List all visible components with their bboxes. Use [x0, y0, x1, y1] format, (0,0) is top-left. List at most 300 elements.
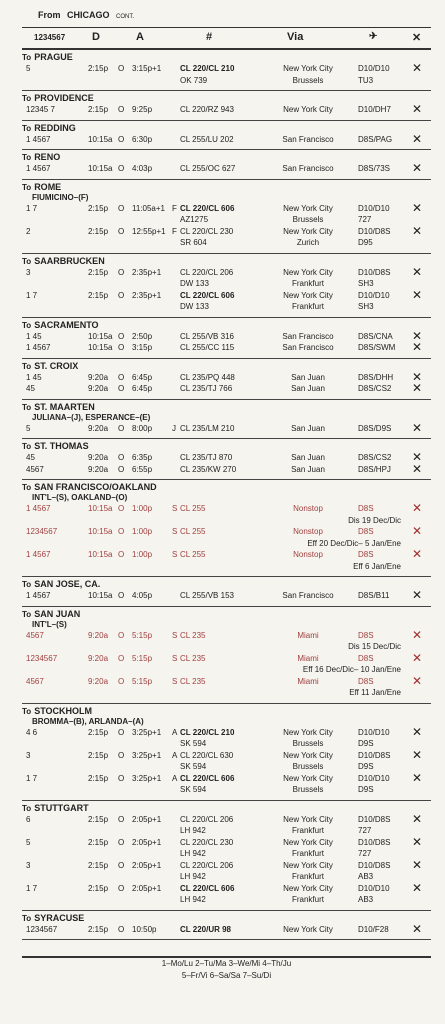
meal-x-icon: ✕	[412, 880, 423, 895]
departure-airport-code: O	[118, 331, 125, 341]
equipment-code: D8S/PAG	[358, 134, 393, 144]
meal-x-icon: ✕	[412, 369, 423, 384]
departure-time: 9:20a	[88, 453, 109, 462]
flight-number: DW 133	[180, 302, 209, 311]
meal-x-icon: ✕	[412, 811, 423, 826]
flight-row	[22, 301, 431, 313]
arrival-time: 10:50p	[132, 924, 157, 934]
flight-number: CL 235/TJ 870	[180, 453, 233, 462]
departure-airport-code: O	[118, 226, 125, 236]
flight-number: OK 739	[180, 75, 208, 85]
arrival-airport-code: S	[172, 630, 178, 640]
connection-city: Nonstop	[293, 550, 323, 559]
connection-city: San Francisco	[282, 164, 334, 173]
departure-airport-code: O	[118, 453, 125, 462]
flight-row	[22, 214, 431, 226]
flight-number: CL 220/CL 630	[180, 750, 234, 760]
departure-time: 10:15a	[88, 591, 113, 600]
flight-number: CL 220/CL 606	[180, 290, 235, 300]
destination-section	[22, 400, 431, 440]
meal-x-icon: ✕	[412, 161, 423, 175]
flight-row	[22, 163, 431, 175]
flight-number: DW 133	[180, 279, 209, 288]
connection-city: San Francisco	[282, 591, 334, 600]
destination-title	[22, 152, 431, 163]
departure-time: 2:15p	[88, 860, 109, 870]
equipment-code: D10/D8S	[358, 226, 391, 236]
days-of-operation: 1 4567	[26, 343, 51, 352]
departure-airport-code: O	[118, 343, 125, 352]
col-depart: D	[92, 31, 100, 43]
arrival-time: 6:35p	[132, 453, 153, 462]
connection-city: Frankfurt	[291, 826, 324, 835]
connection-city: New York City	[283, 226, 333, 236]
departure-time: 10:15a	[88, 527, 113, 536]
equipment-code: D8S/B11	[358, 591, 390, 600]
legend-line-1: 1–Mo/Lu 2–Tu/Ma 3–We/Mi 4–Th/Ju	[161, 959, 292, 968]
arrival-time: 6:30p	[132, 134, 153, 144]
to-label: To	[22, 153, 32, 162]
destination-name: SAN FRANCISCO/OAKLAND	[34, 482, 157, 492]
flight-number: CL 255/OC 627	[180, 164, 236, 173]
destination-title	[22, 361, 431, 372]
departure-airport-code: O	[118, 384, 125, 393]
arrival-time: 2:05p+1	[132, 837, 162, 847]
flight-row	[22, 871, 431, 883]
departure-airport-code: O	[118, 676, 125, 686]
flight-row	[22, 650, 431, 665]
departure-airport-code: O	[118, 653, 125, 663]
connection-city: New York City	[283, 750, 333, 760]
flight-row	[22, 420, 431, 435]
arrival-airport-code: A	[172, 750, 178, 760]
effective-date-note: Dis 19 Dec/Dic	[348, 515, 401, 525]
flight-row	[22, 104, 431, 116]
to-label: To	[22, 320, 32, 330]
flight-number: CL 220/CL 606	[180, 883, 235, 893]
flight-row	[22, 724, 431, 739]
equipment-code: D10/D10	[358, 773, 390, 783]
equipment-code: D8S/DHH	[358, 372, 394, 382]
departure-airport-code: O	[118, 134, 125, 144]
meal-x-icon: ✕	[412, 381, 423, 395]
days-of-operation: 1234567	[26, 924, 58, 934]
days-of-operation: 1234567	[26, 653, 58, 663]
destination-title	[22, 182, 431, 193]
equipment-code: D8S/CS2	[358, 384, 392, 393]
arrival-time: 4:05p	[132, 591, 153, 600]
days-of-operation: 1 4567	[26, 591, 51, 600]
connection-city: San Juan	[291, 464, 325, 474]
destination-section	[22, 801, 431, 911]
arrival-time: 3:25p+1	[132, 750, 162, 760]
destination-name: REDDING	[34, 122, 76, 133]
arrival-time: 9:25p	[132, 105, 153, 114]
connection-city: San Juan	[291, 384, 325, 393]
departure-time: 9:20a	[88, 464, 109, 474]
departure-airport-code: O	[118, 203, 125, 213]
flight-row	[22, 848, 431, 860]
equipment-code: D8S	[358, 630, 374, 640]
connection-city: Frankfurt	[291, 302, 324, 311]
to-label: To	[22, 609, 32, 619]
connection-city: New York City	[283, 883, 333, 893]
equipment-code: D8S/HPJ	[358, 464, 391, 474]
col-arrive: A	[136, 31, 144, 43]
arrival-time: 8:00p	[132, 423, 153, 433]
arrival-airport-code: J	[172, 423, 176, 433]
days-of-operation: 3	[26, 267, 31, 277]
destination-title	[22, 123, 431, 134]
destination-name: ST. THOMAS	[34, 441, 89, 451]
to-label: To	[22, 442, 32, 451]
connection-city: New York City	[283, 290, 333, 300]
arrival-time: 1:00p	[132, 527, 153, 536]
equipment-code: D10/D10	[358, 727, 390, 737]
destination-title	[22, 52, 431, 63]
equipment-code: D10/D10	[358, 290, 390, 300]
destination-section	[22, 359, 431, 400]
flight-row	[22, 761, 431, 773]
flight-number: CL 235/PQ 448	[180, 372, 235, 382]
to-label: To	[22, 913, 32, 923]
flight-number: LH 942	[180, 895, 206, 904]
equipment-code: AB3	[358, 872, 374, 881]
meal-x-icon: ✕	[412, 264, 423, 279]
arrival-time: 5:15p	[132, 653, 153, 663]
flight-row	[22, 738, 431, 750]
destination-section	[22, 150, 431, 180]
connection-city: Miami	[297, 630, 319, 640]
equipment-code: D8S/D9S	[358, 423, 392, 433]
flight-row	[22, 278, 431, 290]
flight-row	[22, 811, 431, 826]
days-of-operation: 6	[26, 814, 31, 824]
arrival-airport-code: F	[172, 203, 177, 213]
departure-airport-code: O	[118, 750, 125, 760]
equipment-code: D10/D10	[358, 883, 390, 893]
connection-city: Nonstop	[293, 527, 323, 536]
days-of-operation: 1 7	[26, 883, 38, 893]
destination-title	[22, 706, 431, 717]
departure-time: 9:20a	[88, 423, 109, 433]
destination-section	[22, 91, 431, 121]
departure-time: 9:20a	[88, 630, 109, 640]
days-of-operation: 1 7	[26, 290, 38, 300]
meal-x-icon: ✕	[412, 724, 423, 739]
equipment-code: SH3	[358, 279, 374, 288]
destination-title	[22, 482, 431, 493]
equipment-code: D8S	[358, 653, 374, 663]
equipment-code: D8S/73S	[358, 164, 391, 173]
flight-number: CL 220/CL 206	[180, 267, 234, 277]
flight-number: CL 220/CL 206	[180, 814, 234, 824]
equipment-code: D8S/SWM	[358, 343, 396, 352]
meal-x-icon: ✕	[412, 328, 423, 343]
effective-note-row	[22, 687, 431, 699]
equipment-code: D9S	[358, 785, 374, 794]
destination-name: PROVIDENCE	[34, 93, 94, 103]
arrival-time: 1:00p	[132, 550, 153, 559]
days-of-operation: 1 4567	[26, 164, 51, 173]
destination-name: SAARBRUCKEN	[34, 255, 105, 266]
arrival-time: 1:00p	[132, 504, 153, 513]
equipment-code: D9S	[358, 762, 374, 771]
equipment-code: D95	[358, 238, 373, 247]
departure-time: 2:15p	[88, 226, 109, 236]
connection-city: New York City	[283, 860, 333, 870]
connection-city: New York City	[283, 64, 333, 73]
flight-row	[22, 747, 431, 762]
meal-x-icon: ✕	[412, 650, 423, 665]
days-of-operation: 1 4567	[26, 504, 51, 513]
departure-time: 9:20a	[88, 372, 109, 382]
meal-x-icon: ✕	[412, 857, 423, 872]
flight-number: CL 235/LM 210	[180, 423, 235, 433]
destination-section	[22, 577, 431, 607]
connection-city: Brussels	[292, 215, 324, 224]
equipment-code: D10/D8S	[358, 860, 391, 870]
flight-number: CL 220/CL 230	[180, 226, 234, 236]
effective-note-row	[22, 515, 431, 527]
flight-number: CL 220/CL 606	[180, 203, 235, 213]
destination-name: ST. MAARTEN	[34, 401, 95, 412]
destination-section	[22, 704, 431, 801]
flight-row	[22, 627, 431, 642]
flight-row	[22, 590, 431, 602]
departure-airport-code: O	[118, 527, 125, 536]
flight-number: LH 942	[180, 849, 206, 858]
connection-city: New York City	[283, 203, 333, 213]
departure-airport-code: O	[118, 630, 125, 640]
flight-row	[22, 526, 431, 538]
to-label: To	[22, 182, 32, 192]
flight-number: CL 255	[180, 527, 206, 536]
connection-city: San Juan	[291, 453, 325, 462]
equipment-code: D8S	[358, 527, 374, 536]
destination-name: SAN JOSE, CA.	[34, 579, 101, 589]
arrival-time: 5:15p	[132, 630, 153, 640]
departure-time: 2:15p	[88, 814, 109, 824]
days-of-operation: 5	[26, 64, 31, 73]
meal-x-icon: ✕	[412, 340, 423, 354]
effective-date-note: Eff 11 Jan/Ene	[349, 688, 401, 697]
destination-section	[22, 480, 431, 577]
flight-number: SK 594	[180, 785, 207, 794]
flight-row	[22, 131, 431, 146]
days-of-operation: 3	[26, 860, 31, 870]
effective-note-row	[22, 641, 431, 653]
equipment-code: D9S	[358, 739, 374, 748]
departure-time: 2:15p	[88, 924, 109, 934]
flight-row	[22, 287, 431, 302]
connection-city: San Juan	[291, 423, 325, 433]
departure-time: 2:15p	[88, 727, 109, 737]
departure-airport-code: O	[118, 267, 125, 277]
days-of-operation: 1234567	[26, 527, 58, 536]
equipment-code: D8S/CNA	[358, 331, 393, 341]
connection-city: Frankfurt	[291, 895, 324, 904]
destination-name: ROME	[34, 181, 62, 192]
flight-row	[22, 770, 431, 785]
flight-number: CL 255	[180, 550, 206, 559]
flight-number: CL 235	[180, 630, 206, 640]
connection-city: Zurich	[296, 238, 320, 247]
arrival-time: 2:05p+1	[132, 814, 162, 824]
departure-airport-code: O	[118, 372, 125, 382]
departure-time: 9:20a	[88, 384, 109, 393]
meal-x-icon: ✕	[412, 627, 423, 642]
arrival-time: 11:05a+1	[132, 203, 165, 213]
meal-x-icon: ✕	[412, 747, 423, 762]
arrival-time: 3:25p+1	[132, 727, 162, 737]
flight-row	[22, 857, 431, 872]
equipment-code: AB3	[358, 895, 374, 904]
equipment-code: D8S/CS2	[358, 453, 392, 462]
connection-city: Brussels	[292, 762, 324, 771]
destination-title	[22, 256, 431, 267]
connection-city: New York City	[283, 814, 333, 824]
meal-x-icon: ✕	[412, 450, 423, 464]
equipment-code: D10/DH7	[358, 105, 391, 114]
connection-city: San Francisco	[282, 331, 334, 341]
flight-row	[22, 549, 431, 561]
departure-airport-code: O	[118, 883, 125, 893]
connection-city: Brussels	[292, 739, 324, 748]
flight-row	[22, 834, 431, 849]
page-header	[38, 10, 134, 20]
connection-city: New York City	[283, 267, 333, 277]
col-days: 1234567	[34, 33, 66, 42]
legend-line-2: 5–Fr/Vi 6–Sa/Sa 7–Su/Di	[181, 971, 272, 980]
days-of-operation: 1 4567	[26, 550, 51, 559]
days-of-operation: 2	[26, 226, 31, 236]
effective-date-note: Eff 6 Jan/Ene	[353, 561, 401, 571]
departure-time: 10:15a	[88, 343, 113, 352]
connection-city: New York City	[283, 773, 333, 783]
departure-airport-code: O	[118, 924, 125, 934]
airport-codes: INT'L–(S), OAKLAND–(O)	[32, 493, 128, 502]
to-label: To	[22, 402, 32, 412]
equipment-code: D10/D8S	[358, 837, 391, 847]
flight-row	[22, 894, 431, 906]
departure-time: 2:15p	[88, 883, 109, 893]
meal-x-icon: ✕	[412, 200, 423, 215]
arrival-time: 4:03p	[132, 164, 153, 173]
departure-time: 10:15a	[88, 134, 113, 144]
days-of-operation: 1 7	[26, 773, 38, 783]
days-of-operation: 4567	[26, 630, 44, 640]
equipment-code: D10/F28	[358, 924, 389, 934]
departure-time: 2:15p	[88, 773, 109, 783]
days-of-operation: 4567	[26, 676, 44, 686]
destination-title	[22, 441, 431, 452]
meal-x-icon: ✕	[412, 420, 423, 435]
destination-section	[22, 607, 431, 704]
meal-x-icon: ✕	[412, 223, 423, 238]
flight-number: CL 255	[180, 504, 206, 513]
departure-airport-code: O	[118, 727, 125, 737]
to-label: To	[22, 94, 32, 103]
flight-number: SR 604	[180, 238, 207, 247]
equipment-code: TU3	[358, 75, 374, 85]
flight-row	[22, 342, 431, 354]
departure-time: 10:15a	[88, 504, 113, 513]
destination-title	[22, 402, 431, 413]
flight-row	[22, 673, 431, 688]
meal-x-icon: ✕	[412, 102, 423, 116]
connection-city: Frankfurt	[291, 849, 324, 858]
flight-number: CL 220/UR 98	[180, 924, 231, 934]
flight-row	[22, 383, 431, 395]
connection-city: Frankfurt	[291, 872, 324, 881]
departure-time: 2:15p	[88, 64, 109, 73]
destination-title	[22, 803, 431, 814]
equipment-code: 727	[358, 826, 372, 835]
meal-x-icon: ✕	[412, 501, 423, 515]
departure-airport-code: O	[118, 164, 125, 173]
arrival-time: 2:05p+1	[132, 860, 162, 870]
destination-title	[22, 609, 431, 620]
days-of-operation: 12345 7	[26, 105, 55, 114]
departure-time: 2:15p	[88, 750, 109, 760]
meal-x-icon: ✕	[412, 673, 423, 688]
meal-x-icon: ✕	[412, 921, 423, 936]
departure-time: 2:15p	[88, 837, 109, 847]
departure-airport-code: O	[118, 837, 125, 847]
connection-city: San Francisco	[282, 134, 334, 144]
arrival-time: 2:50p	[132, 331, 153, 341]
arrival-airport-code: S	[172, 653, 178, 663]
flight-number: AZ1275	[180, 215, 209, 224]
arrival-airport-code: S	[172, 527, 178, 536]
arrival-airport-code: A	[172, 773, 178, 783]
effective-note-row	[22, 561, 431, 573]
destination-name: RENO	[34, 152, 61, 162]
flight-number: LH 942	[180, 826, 206, 835]
connection-city: San Juan	[291, 372, 325, 382]
connection-city: New York City	[283, 105, 333, 114]
flight-number: SK 594	[180, 762, 207, 771]
arrival-time: 6:45p	[132, 372, 153, 382]
arrival-time: 2:35p+1	[132, 290, 162, 300]
effective-note-row	[22, 538, 431, 550]
equipment-code: SH3	[358, 302, 374, 311]
days-of-operation: 5	[26, 837, 31, 847]
flight-row	[22, 461, 431, 476]
destination-name: STUTTGART	[34, 802, 89, 813]
days-of-operation: 1 45	[26, 372, 42, 382]
flight-row	[22, 784, 431, 796]
to-label: To	[22, 53, 32, 62]
flight-row	[22, 264, 431, 279]
departure-airport-code: O	[118, 860, 125, 870]
destination-name: ST. CROIX	[34, 360, 79, 371]
schedule-list	[22, 50, 431, 940]
flight-number: CL 220/CL 230	[180, 837, 234, 847]
connection-city: Miami	[297, 653, 319, 663]
col-via: Via	[287, 31, 304, 43]
destination-title	[22, 579, 431, 590]
destination-name: SYRACUSE	[34, 912, 85, 923]
connection-city: New York City	[283, 727, 333, 737]
equipment-code: D10/D10	[358, 203, 390, 213]
arrival-time: 6:45p	[132, 384, 153, 393]
arrival-time: 3:15p	[132, 343, 153, 352]
departure-airport-code: O	[118, 64, 125, 73]
destination-name: SAN JUAN	[34, 608, 81, 619]
days-of-operation: 4567	[26, 464, 44, 474]
